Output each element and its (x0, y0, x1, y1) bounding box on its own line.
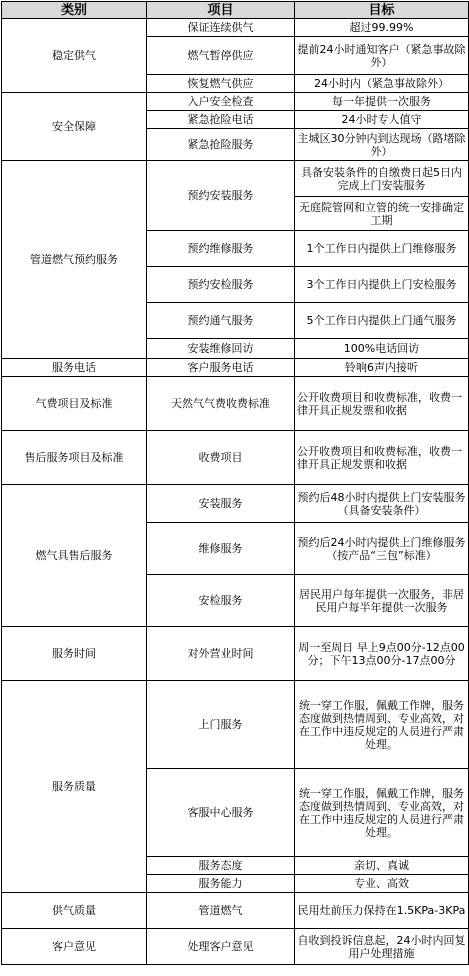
target-cell: 专业、高效 (295, 875, 469, 893)
table-row (2, 929, 469, 965)
target-cell: 提前24小时通知客户（紧急事故除外） (295, 37, 469, 75)
table-row (2, 161, 469, 197)
item-cell: 预约通气服务 (147, 303, 295, 339)
table-row (2, 431, 469, 485)
category-cell: 供气质量 (2, 893, 147, 929)
item-cell: 对外营业时间 (147, 627, 295, 681)
item-cell: 维修服务 (147, 523, 295, 575)
item-cell: 处理客户意见 (147, 929, 295, 965)
target-cell: 自收到投诉信息起，24小时内回复用户处理措施 (295, 929, 469, 965)
target-cell: 公开收费项目和收费标准，收费一律开具正规发票和收据 (295, 431, 469, 485)
header-item: 项目 (147, 2, 295, 19)
category-cell: 服务质量 (2, 681, 147, 893)
target-cell: 居民用户每年提供一次服务，非居民用户每半年提供一次服务 (295, 575, 469, 627)
target-cell: 预约后24小时内提供上门维修服务（按产品“三包”标准） (295, 523, 469, 575)
table-row (2, 359, 469, 377)
target-cell: 周一至周日 早上9点00分-12点00分；下午13点00分-17点00分 (295, 627, 469, 681)
category-cell: 安全保障 (2, 93, 147, 161)
target-cell: 超过99.99% (295, 19, 469, 37)
item-cell: 客户服务电话 (147, 359, 295, 377)
service-standards-table (1, 1, 469, 965)
category-cell: 客户意见 (2, 929, 147, 965)
item-cell: 安装服务 (147, 485, 295, 523)
table-row (2, 681, 469, 769)
item-cell: 服务能力 (147, 875, 295, 893)
target-cell: 统一穿工作服，佩戴工作牌，服务态度做到热情周到、专业高效，对在工作中违反规定的人员进行严肃处理。 (295, 681, 469, 769)
target-cell: 亲切、真诚 (295, 857, 469, 875)
item-cell: 客服中心服务 (147, 769, 295, 857)
table-header-row (2, 2, 469, 19)
item-cell: 收费项目 (147, 431, 295, 485)
target-cell: 铃响6声内接听 (295, 359, 469, 377)
table-row (2, 893, 469, 929)
item-cell: 预约安检服务 (147, 267, 295, 303)
target-cell: 24小时专人值守 (295, 111, 469, 129)
target-cell: 民用灶前压力保持在1.5KPa-3KPa (295, 893, 469, 929)
target-cell: 1个工作日内提供上门维修服务 (295, 231, 469, 267)
target-cell: 预约后48小时内提供上门安装服务（具备安装条件） (295, 485, 469, 523)
target-cell: 无庭院管网和立管的统一安排确定工期 (295, 197, 469, 231)
item-cell: 紧急抢险电话 (147, 111, 295, 129)
target-cell: 3个工作日内提供上门安检服务 (295, 267, 469, 303)
category-cell: 服务电话 (2, 359, 147, 377)
table-row (2, 627, 469, 681)
item-cell: 安装维修回访 (147, 339, 295, 359)
category-cell: 气费项目及标准 (2, 377, 147, 431)
item-cell: 紧急抢险服务 (147, 129, 295, 161)
target-cell: 100%电话回访 (295, 339, 469, 359)
item-cell: 安检服务 (147, 575, 295, 627)
target-cell: 具备安装条件的自缴费日起5日内完成上门安装服务 (295, 161, 469, 197)
header-category: 类别 (2, 2, 147, 19)
category-cell: 售后服务项目及标准 (2, 431, 147, 485)
item-cell: 入户安全检查 (147, 93, 295, 111)
item-cell: 恢复燃气供应 (147, 75, 295, 93)
target-cell: 5个工作日内提供上门通气服务 (295, 303, 469, 339)
category-cell: 管道燃气预约服务 (2, 161, 147, 359)
item-cell: 服务态度 (147, 857, 295, 875)
target-cell: 24小时内（紧急事故除外） (295, 75, 469, 93)
table-row (2, 485, 469, 523)
category-cell: 稳定供气 (2, 19, 147, 93)
item-cell: 天然气气费收费标准 (147, 377, 295, 431)
target-cell: 统一穿工作服，佩戴工作牌，服务态度做到热情周到、专业高效，对在工作中违反规定的人员进行严肃处理。 (295, 769, 469, 857)
table-row (2, 377, 469, 431)
item-cell: 上门服务 (147, 681, 295, 769)
header-target: 目标 (295, 2, 469, 19)
item-cell: 管道燃气 (147, 893, 295, 929)
item-cell: 保证连续供气 (147, 19, 295, 37)
item-cell: 预约安装服务 (147, 161, 295, 231)
target-cell: 公开收费项目和收费标准，收费一律开具正规发票和收据 (295, 377, 469, 431)
target-cell: 主城区30分钟内到达现场（路堵除外） (295, 129, 469, 161)
table-row (2, 19, 469, 37)
table-row (2, 93, 469, 111)
category-cell: 服务时间 (2, 627, 147, 681)
item-cell: 预约维修服务 (147, 231, 295, 267)
item-cell: 燃气暂停供应 (147, 37, 295, 75)
target-cell: 每一年提供一次服务 (295, 93, 469, 111)
category-cell: 燃气具售后服务 (2, 485, 147, 627)
